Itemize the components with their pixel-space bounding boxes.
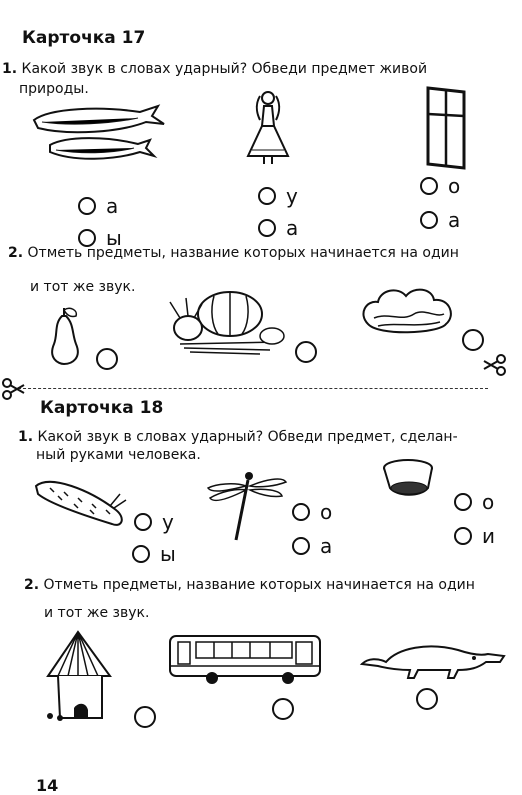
card-17-girl-option-a [258, 216, 298, 240]
option-letter: а [448, 208, 461, 232]
card-17-window-option-o [420, 174, 460, 198]
question-number: 2. [24, 577, 40, 593]
card-18-title: Карточка 18 [40, 398, 164, 418]
card-18-q1-line1 [18, 428, 458, 446]
card-17-q2-line2: и тот же звук. [30, 279, 136, 295]
option-letter: и [482, 524, 495, 548]
answer-circle[interactable] [454, 527, 472, 545]
card-17-q2-line1 [8, 244, 459, 262]
option-letter: а [106, 194, 119, 218]
pear-image [44, 306, 84, 366]
question-number: 1. [18, 429, 34, 445]
card-18-sieve-option-i [454, 524, 495, 548]
platypus-image [358, 628, 508, 682]
answer-circle[interactable] [132, 545, 150, 563]
girl-image [244, 86, 294, 166]
answer-circle[interactable] [420, 177, 438, 195]
answer-circle[interactable] [258, 219, 276, 237]
option-letter: а [286, 216, 299, 240]
vegetables-answer-circle[interactable] [295, 341, 317, 363]
card-18-dragonfly-option-a [292, 534, 332, 558]
cucumber-image [30, 470, 130, 530]
card-17-q1-line1 [2, 60, 427, 78]
option-letter: о [482, 490, 495, 514]
card-18-q2-line1 [24, 576, 475, 594]
card-18-cucumber-option-y [132, 542, 176, 566]
whales-image [30, 100, 170, 170]
cut-line [18, 388, 488, 389]
sieve-image [380, 456, 438, 500]
answer-circle[interactable] [292, 503, 310, 521]
platypus-answer-circle[interactable] [416, 688, 438, 710]
card-18-dragonfly-option-o [292, 500, 332, 524]
card-17-girl-option-u [258, 184, 298, 208]
question-text: Отметь предметы, название которых начинается на один [27, 245, 459, 261]
window-image [424, 84, 468, 172]
pear-answer-circle[interactable] [96, 348, 118, 370]
card-17-q1-line2: природы. [19, 81, 89, 97]
dragonfly-image [206, 464, 288, 546]
card-17-whales-option-a [78, 194, 118, 218]
card-17-window-option-a [420, 208, 460, 232]
page-number: 14 [36, 776, 59, 795]
hut-answer-circle[interactable] [134, 706, 156, 728]
option-letter: у [162, 510, 174, 534]
cloud-image [358, 284, 458, 340]
option-letter: о [320, 500, 333, 524]
answer-circle[interactable] [78, 197, 96, 215]
question-number: 2. [8, 245, 24, 261]
option-letter: а [320, 534, 333, 558]
card-18-q2-line2: и тот же звук. [44, 605, 150, 621]
vegetables-image [160, 288, 290, 358]
card-17-title: Карточка 17 [22, 28, 146, 48]
option-letter: у [286, 184, 298, 208]
cloud-answer-circle[interactable] [462, 329, 484, 351]
option-letter: о [448, 174, 461, 198]
answer-circle[interactable] [454, 493, 472, 511]
option-letter: ы [160, 542, 176, 566]
trolleybus-answer-circle[interactable] [272, 698, 294, 720]
card-18-q1-line2: ный руками человека. [36, 447, 201, 463]
question-text: Какой звук в словах ударный? Обведи предмет, сделан- [37, 429, 458, 445]
question-text: Какой звук в словах ударный? Обведи предмет живой [21, 61, 428, 77]
question-text: Отметь предметы, название которых начинается на один [43, 577, 475, 593]
answer-circle[interactable] [258, 187, 276, 205]
option-letter: ы [106, 226, 122, 250]
scissors-icon [484, 354, 506, 376]
answer-circle[interactable] [292, 537, 310, 555]
card-18-cucumber-option-u [134, 510, 174, 534]
card-18-sieve-option-o [454, 490, 494, 514]
answer-circle[interactable] [420, 211, 438, 229]
question-number: 1. [2, 61, 18, 77]
answer-circle[interactable] [134, 513, 152, 531]
hut-image [44, 628, 124, 726]
scissors-icon [2, 378, 24, 400]
trolleybus-image [166, 628, 326, 688]
